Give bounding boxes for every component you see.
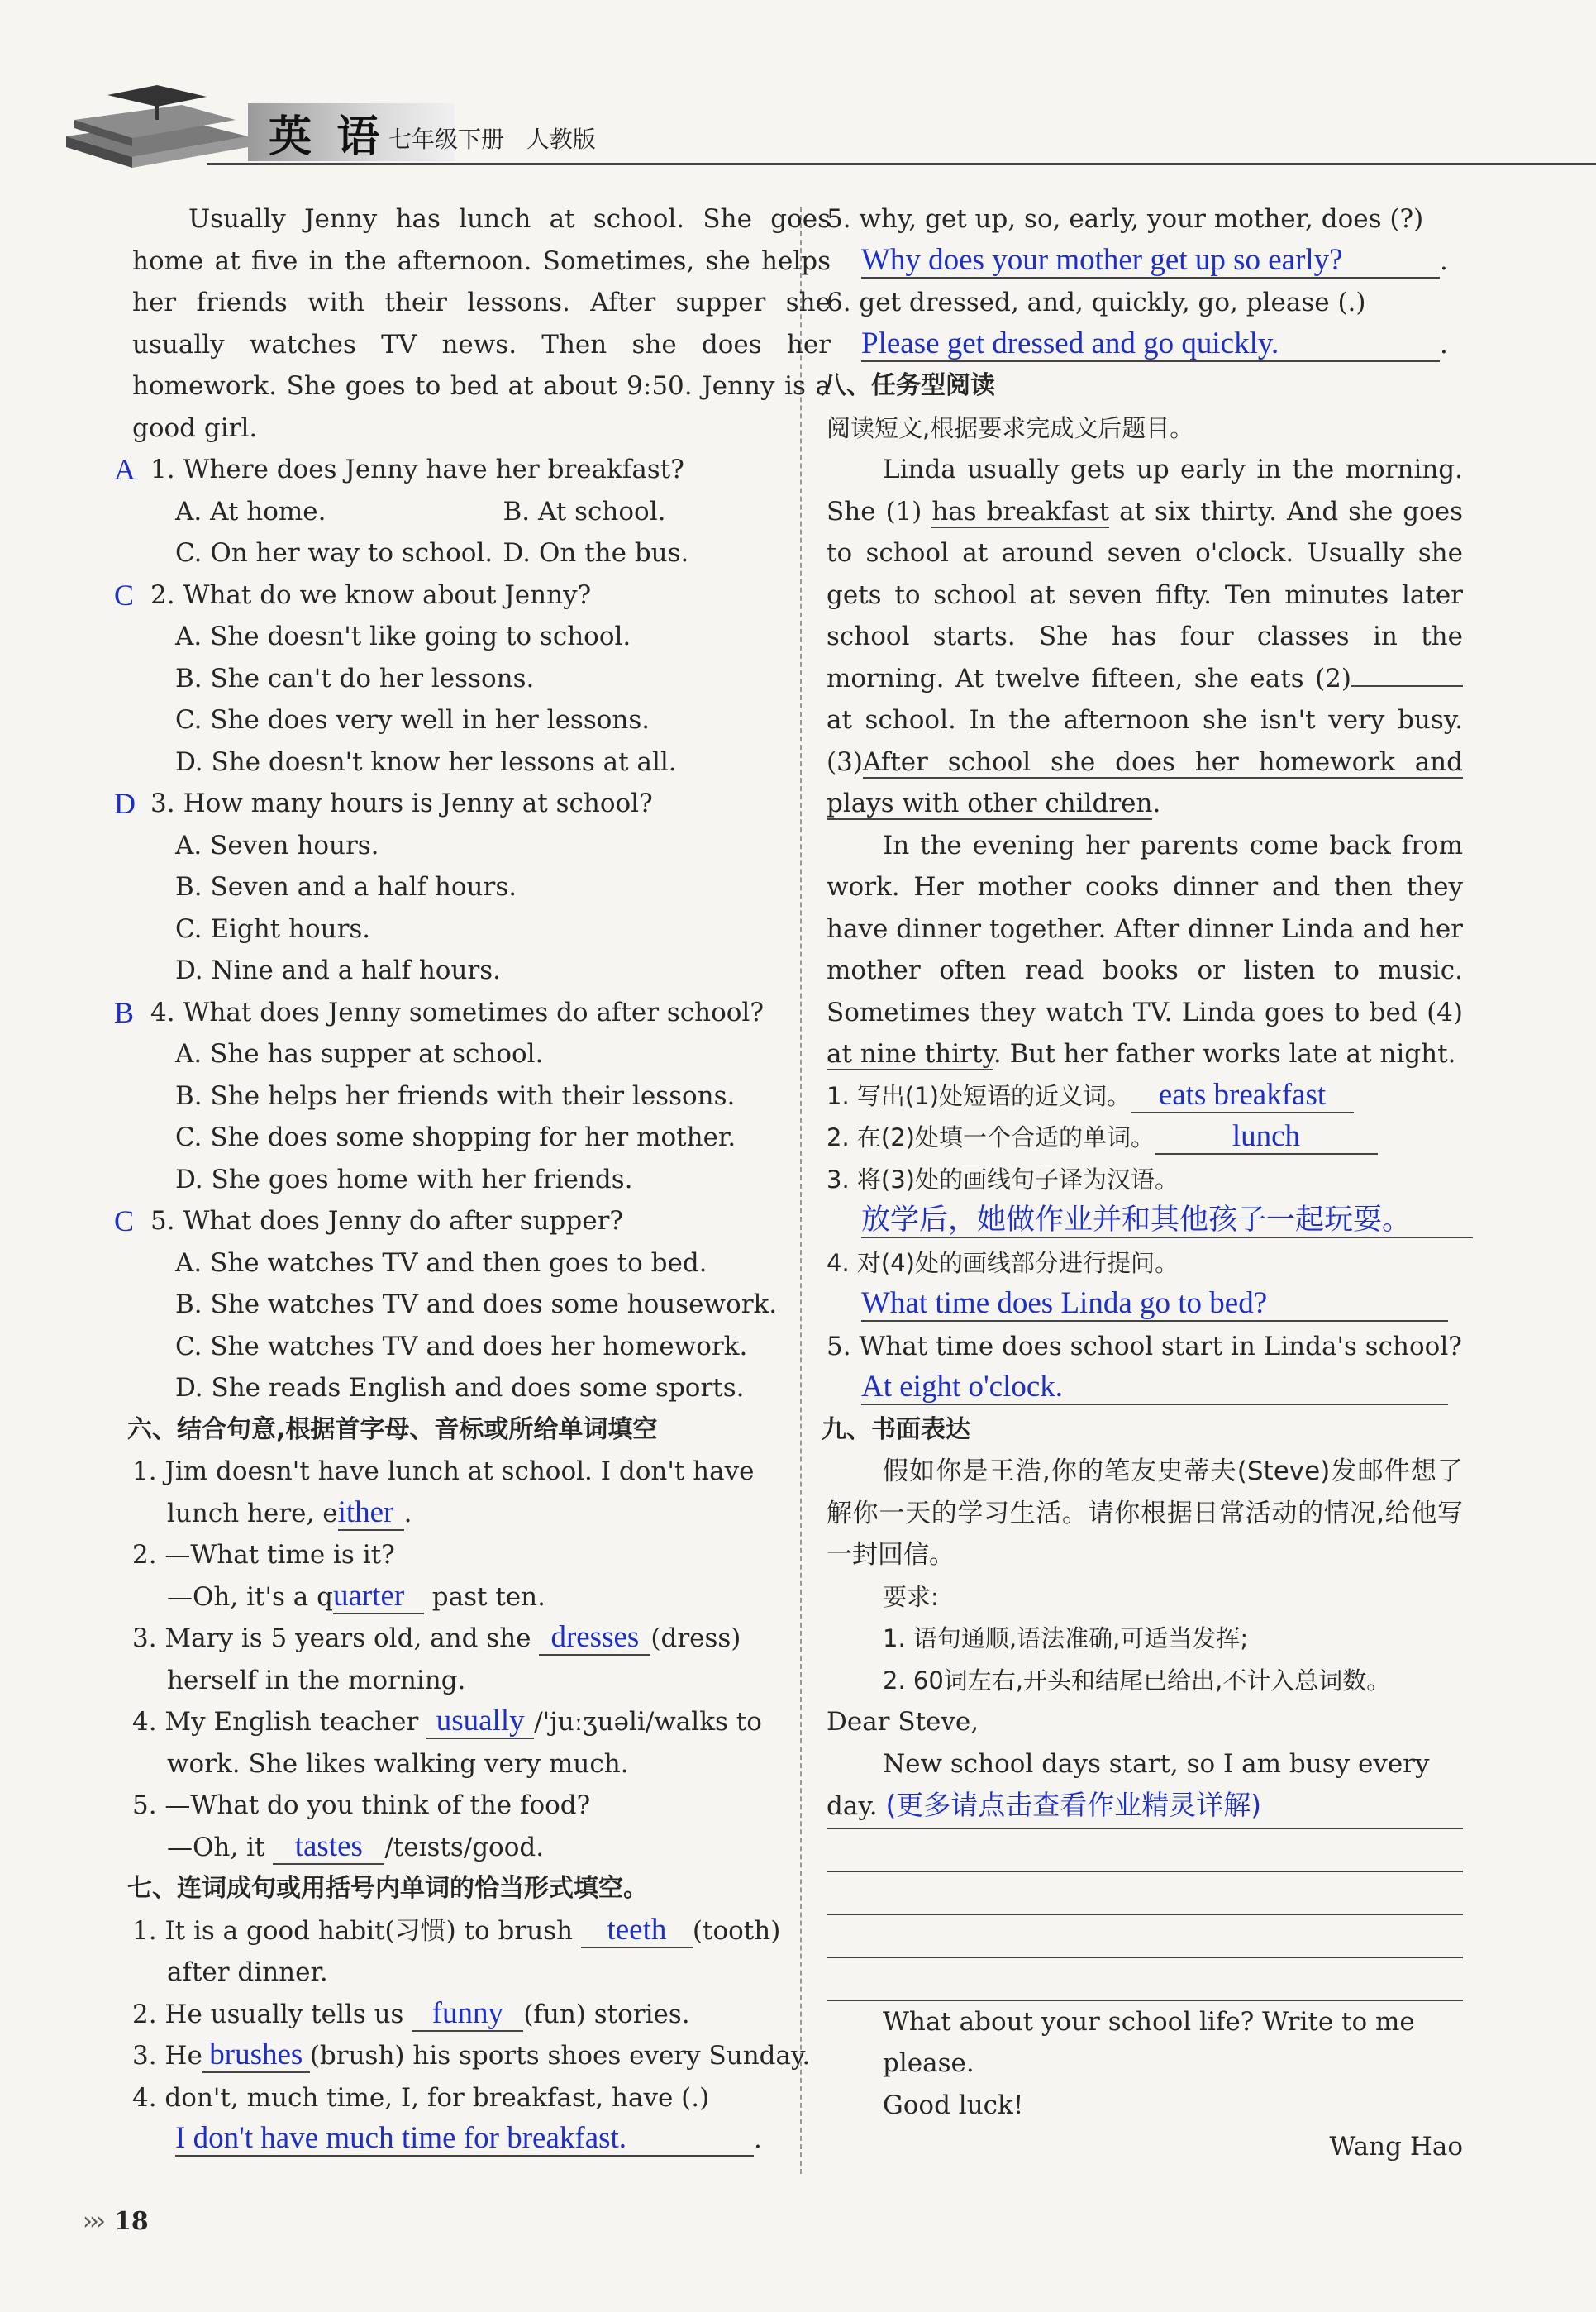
s6-a2[interactable]: uarter [333, 1580, 424, 1614]
writing-line[interactable] [827, 1958, 1463, 2001]
s6-q5: 5. —What do you think of the food? [132, 1790, 591, 1820]
s9-req: 要求: [883, 1582, 939, 1611]
s8-t3-line [827, 1200, 1463, 1242]
s7-q2: 2. He usually tells us funny (fun) stories. [132, 1995, 690, 2030]
question-number: 4. [150, 997, 175, 1027]
option[interactable]: D. She doesn't know her lessons at all. [175, 746, 677, 777]
s9-r1: 1. 语句通顺,语法准确,可适当发挥; [883, 1624, 1249, 1652]
s9-detail-link[interactable]: (更多请点击查看作业精灵详解) [885, 1789, 1262, 1821]
question-text: How many hours is Jenny at school? [183, 789, 653, 818]
option[interactable]: C. She does some shopping for her mother. [175, 1123, 736, 1152]
option[interactable]: B. At school. [503, 496, 666, 527]
reading-question [114, 449, 831, 491]
s7-q1d: after dinner. [167, 1957, 328, 1987]
s7-q3: 3. He brushes (brush) his sports shoes every Sunday. [132, 2038, 811, 2071]
reading-question [114, 783, 831, 825]
option[interactable]: A. She has supper at school. [175, 1039, 544, 1069]
writing-line[interactable] [827, 1829, 1463, 1872]
s6-q1b: lunch here, either . [167, 1494, 412, 1529]
books-icon [58, 70, 256, 169]
reading-question [114, 574, 831, 617]
s7-a5[interactable]: Why does your mother get up so early? [861, 244, 1440, 279]
s8-a4[interactable]: What time does Linda go to bed? [861, 1287, 1448, 1322]
s7-q1: 1. It is a good habit(习惯) to brush teeth (tooth) [132, 1912, 781, 1947]
option-row [132, 532, 831, 574]
option[interactable]: C. Eight hours. [175, 913, 371, 944]
answer-mark: B [114, 995, 135, 1029]
s6-a4[interactable]: usually [426, 1704, 534, 1739]
reading-question [114, 992, 831, 1034]
s7-a6[interactable]: Please get dressed and go quickly. [861, 327, 1440, 362]
s6-a3[interactable]: dresses [539, 1621, 650, 1656]
s8-t4: 4. 对(4)处的画线部分进行提问。 [827, 1248, 1179, 1277]
option[interactable]: B. She helps her friends with their lessons. [175, 1080, 736, 1111]
s8-a1[interactable]: eats breakfast [1131, 1079, 1354, 1113]
option[interactable]: A. Seven hours. [175, 830, 379, 860]
s8-t5-line [827, 1367, 1463, 1409]
answer-mark: A [114, 453, 136, 486]
s6-q2b: —Oh, it's a quarter past ten. [167, 1578, 545, 1613]
s9-greeting: Dear Steve, [827, 1707, 979, 1737]
passage-text: Usually Jenny has lunch at school. She goes home at five in the afternoon. Sometimes, she helps her friends with their lessons. After supper she usually watches TV news. Then she does her homework. She goes to bed at about 9:50. Jenny is a good girl. [132, 204, 831, 443]
s7-a1[interactable]: teeth [581, 1914, 693, 1948]
s8-t1: 1. 写出(1)处短语的近义词。 eats breakfast [827, 1075, 1463, 1118]
s9-r2: 2. 60词左右,开头和结尾已给出,不计入总词数。 [883, 1666, 1391, 1695]
question-text: What do we know about Jenny? [183, 579, 592, 610]
s6-a5[interactable]: tastes [273, 1830, 384, 1865]
s6-q3d: herself in the morning. [167, 1665, 466, 1695]
page-footer [83, 2207, 149, 2236]
page-number: 18 [114, 2207, 149, 2236]
s7-q5: 5. why, get up, so, early, your mother, does (?) [827, 204, 1424, 234]
s6-a1[interactable]: ither [338, 1496, 404, 1531]
section-7-title: 七、连词成句或用括号内单词的恰当形式填空。 [127, 1874, 648, 1903]
option[interactable]: B. She can't do her lessons. [175, 663, 535, 694]
question-number: 2. [150, 579, 175, 610]
s8-t5: 5. What time does school start in Linda's school? [827, 1331, 1462, 1361]
s7-q4: 4. don't, much time, I, for breakfast, have (.) [132, 2082, 710, 2113]
section-8-title: 八、任务型阅读 [822, 371, 995, 400]
question-number: 5. [150, 1206, 175, 1236]
answer-mark: C [114, 1204, 135, 1237]
option[interactable]: D. On the bus. [503, 538, 689, 568]
s9-start-line: day. (更多请点击查看作业精灵详解) [827, 1785, 1463, 1829]
s8-t4-line [827, 1284, 1463, 1326]
s9-prompt: 假如你是王浩,你的笔友史蒂夫(Steve)发邮件想了解你一天的学习生活。请你根据日常活动的情况,给他写一封回信。 [827, 1456, 1463, 1570]
chevrons-icon: ››› [83, 2207, 102, 2236]
question-number: 1. [150, 455, 175, 484]
option[interactable]: A. At home. [175, 496, 326, 527]
s9-signature: Wang Hao [1329, 2132, 1463, 2162]
reading-question [114, 1200, 831, 1242]
question-text: Where does Jenny have her breakfast? [183, 455, 684, 484]
option[interactable]: D. She reads English and does some sports. [175, 1373, 745, 1403]
s7-q6: 6. get dressed, and, quickly, go, please (.) [827, 288, 1366, 317]
s7-q6-line: Please get dressed and go quickly. . [861, 326, 1448, 360]
left-column [114, 198, 831, 2161]
header-rule [207, 163, 1596, 165]
right-column [822, 198, 1463, 2168]
s8-instruction: 阅读短文,根据要求完成文后题目。 [827, 413, 1194, 442]
s8-a5[interactable]: At eight o'clock. [861, 1371, 1448, 1405]
answer-mark: C [114, 578, 135, 612]
s6-q5b: —Oh, it tastes /teɪsts/good. [167, 1828, 545, 1863]
section-9-title: 九、书面表达 [822, 1414, 970, 1444]
option[interactable]: C. She watches TV and does her homework. [175, 1331, 748, 1361]
option[interactable]: B. She watches TV and does some housework. [175, 1289, 778, 1319]
option[interactable]: A. She watches TV and then goes to bed. [175, 1247, 707, 1278]
s9-end1: What about your school life? Write to me please. [883, 2006, 1415, 2078]
option-row [132, 491, 831, 533]
s8-a2[interactable]: lunch [1155, 1120, 1378, 1155]
s9-start: New school days start, so I am busy every [883, 1748, 1430, 1779]
writing-line[interactable] [827, 1872, 1463, 1915]
s8-a3[interactable]: 放学后，她做作业并和其他孩子一起玩耍。 [861, 1204, 1473, 1238]
subject-title: 英 语 [269, 112, 385, 162]
s8-t2: 2. 在(2)处填一个合适的单词。 lunch [827, 1117, 1463, 1159]
option[interactable]: C. She does very well in her lessons. [175, 705, 650, 735]
option[interactable]: A. She doesn't like going to school. [175, 622, 631, 651]
question-text: What does Jenny do after supper? [183, 1206, 624, 1236]
option[interactable]: C. On her way to school. [175, 538, 493, 568]
section-6-title: 六、结合句意,根据首字母、音标或所给单词填空 [127, 1414, 658, 1444]
s7-a2[interactable]: funny [412, 1997, 523, 2032]
s7-a3[interactable]: brushes [202, 2038, 310, 2073]
s8-paragraph-1: Linda usually gets up early in the morning. She (1) has breakfast at six thirty. And she goes to school at around seven o'clock. Usually she gets to school at seven fifty. Ten minutes later school starts. She has four classes in the morning. At twelve fifteen, she eats (2) at school. In the afternoon she isn't very busy. (3)After school she does her homework and plays with other children. [827, 455, 1463, 818]
option[interactable]: D. Nine and a half hours. [175, 956, 502, 985]
reading-questions [114, 449, 831, 1409]
s7-q5-line: Why does your mother get up so early? . [861, 242, 1448, 277]
s6-q1: 1. Jim doesn't have lunch at school. I don't have [132, 1456, 755, 1486]
s7-q4-line: I don't have much time for breakfast. . [175, 2121, 762, 2155]
writing-line[interactable] [827, 1915, 1463, 1958]
s6-q2: 2. —What time is it? [132, 1540, 395, 1570]
grade-label: 七年级下册 人教版 [388, 126, 596, 153]
s6-q4: 4. My English teacher usually /'juːʒuəli/walks to [132, 1704, 762, 1738]
s7-a4[interactable]: I don't have much time for breakfast. [175, 2122, 754, 2157]
s9-end2: Good luck! [883, 2090, 1024, 2120]
s8-t3: 3. 将(3)处的画线句子译为汉语。 [827, 1165, 1179, 1194]
s8-paragraph-2: In the evening her parents come back from work. Her mother cooks dinner and then they have dinner together. After dinner Linda and her mother often read books or listen to music. Sometimes they watch TV. Linda goes to bed (4) at nine thirty. But her father works late at night. [827, 830, 1463, 1069]
s6-q4d: work. She likes walking very much. [167, 1748, 629, 1779]
question-text: What does Jenny sometimes do after school? [183, 997, 764, 1027]
answer-mark: D [114, 787, 136, 820]
s6-q3: 3. Mary is 5 years old, and she dresses (dress) [132, 1620, 741, 1654]
option[interactable]: D. She goes home with her friends. [175, 1164, 633, 1194]
question-number: 3. [150, 789, 175, 818]
option[interactable]: B. Seven and a half hours. [175, 872, 517, 902]
page-header [58, 70, 1562, 178]
